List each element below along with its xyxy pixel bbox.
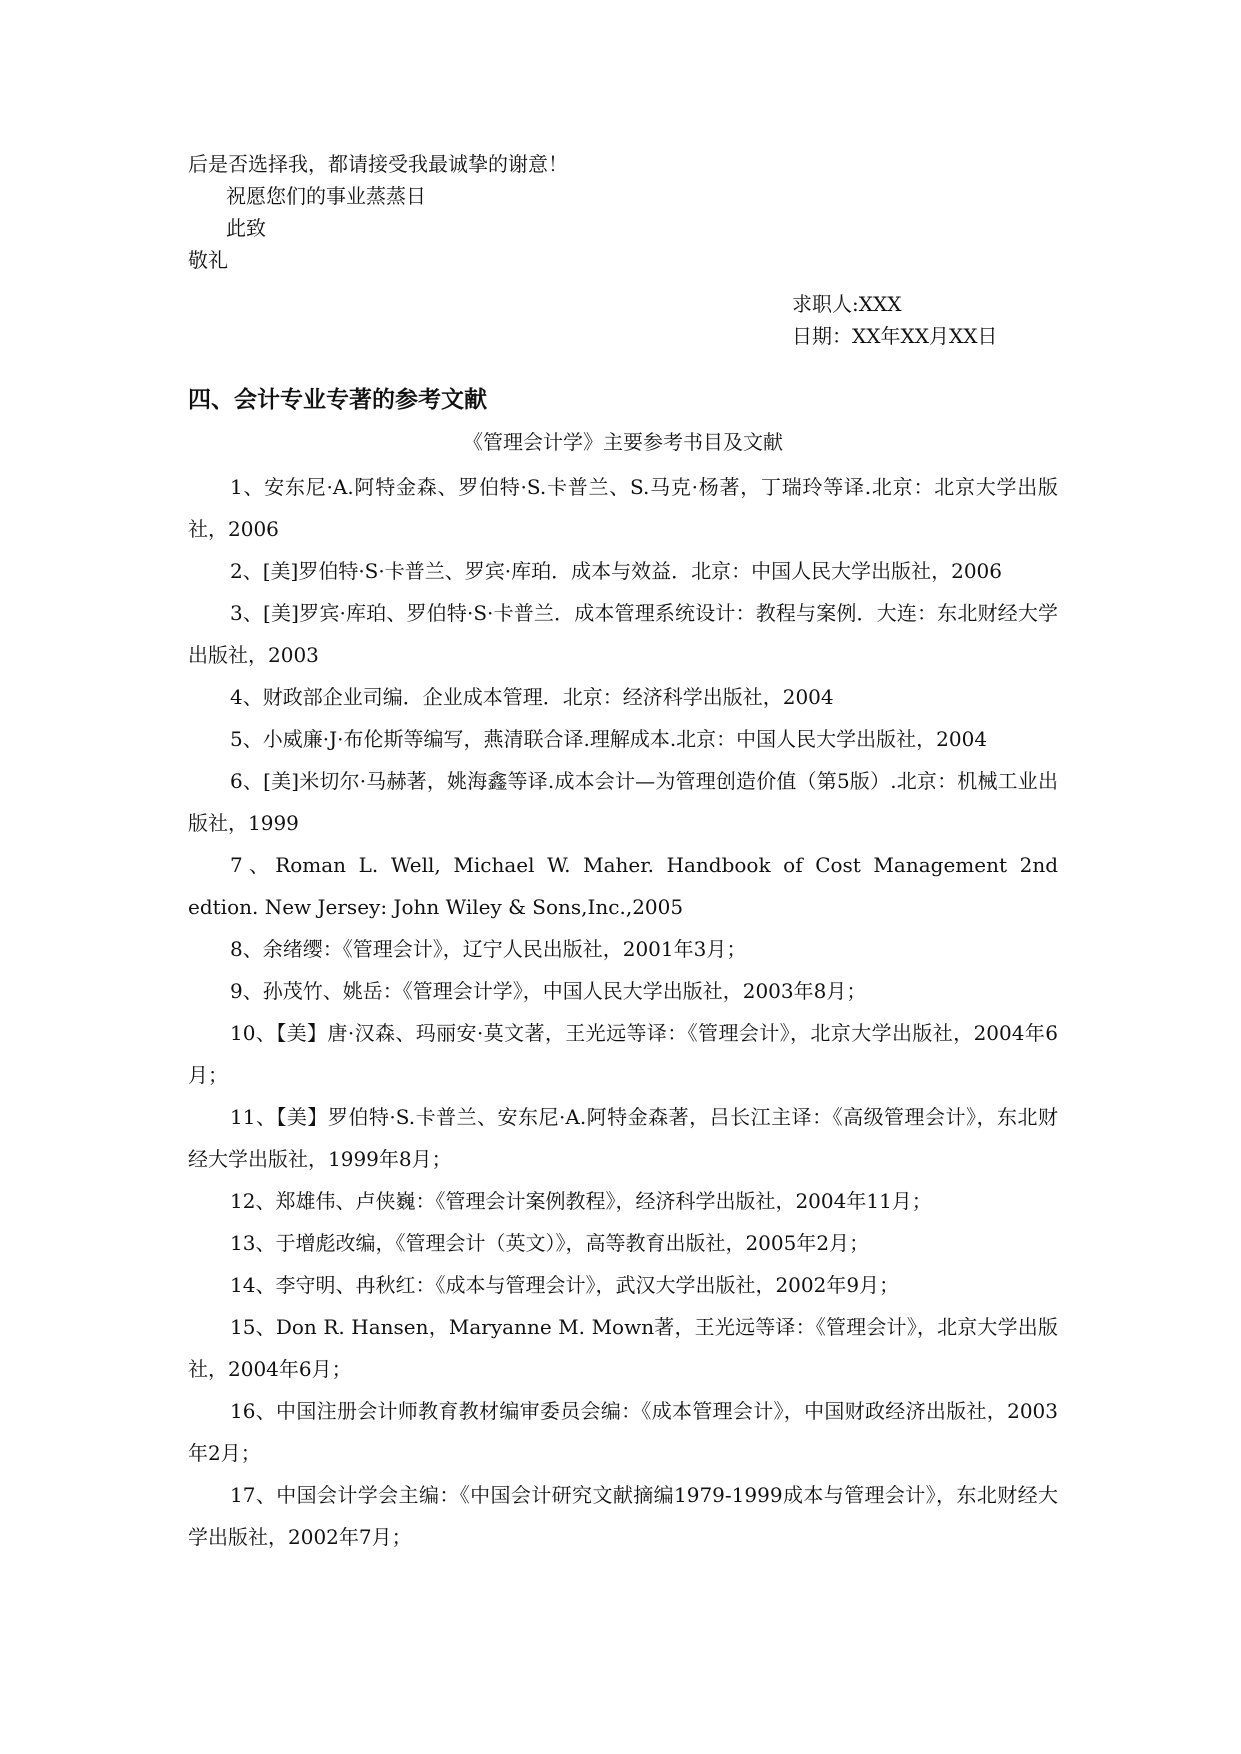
- reference-item: 6、[美]米切尔·马赫著，姚海鑫等译.成本会计—为管理创造价值（第5版）.北京：机械工业出版社，1999: [188, 769, 1058, 835]
- reference-item: 4、财政部企业司编．企业成本管理．北京：经济科学出版社，2004: [230, 685, 834, 709]
- reference-item: 13、于增彪改编，《管理会计（英文）》，高等教育出版社，2005年2月；: [230, 1231, 870, 1255]
- reference-item: 8、余绪缨：《管理会计》，辽宁人民出版社，2001年3月；: [230, 937, 747, 961]
- reference-item: 5、小威廉·J·布伦斯等编写，燕清联合译.理解成本.北京：中国人民大学出版社，2004: [230, 727, 988, 751]
- reference-item: 12、郑雄伟、卢侠巍：《管理会计案例教程》，经济科学出版社，2004年11月；: [230, 1189, 932, 1213]
- applicant-signature: 求职人:XXX: [792, 292, 902, 316]
- reference-list: [188, 466, 1058, 1558]
- closing-line: 后是否选择我，都请接受我最诚挚的谢意！: [188, 152, 568, 176]
- reference-item: 14、李守明、冉秋红：《成本与管理会计》，武汉大学出版社，2002年9月；: [230, 1273, 900, 1297]
- closing-wish: 祝愿您们的事业蒸蒸日: [226, 184, 426, 208]
- closing-regards: 敬礼: [188, 248, 228, 272]
- reference-item: 10、【美】唐·汉森、玛丽安·莫文著，王光远等译：《管理会计》，北京大学出版社，2004年6月；: [188, 1021, 1058, 1087]
- reference-item: 15、Don R. Hansen，Maryanne M. Mown著，王光远等译：《管理会计》，北京大学出版社，2004年6月；: [188, 1315, 1058, 1381]
- reference-item: 11、【美】罗伯特·S.卡普兰、安东尼·A.阿特金森著，吕长江主译：《高级管理会计》，东北财经大学出版社，1999年8月；: [188, 1105, 1058, 1171]
- references-subtitle: 《管理会计学》主要参考书目及文献: [463, 430, 783, 454]
- section-title: 四、会计专业专著的参考文献: [188, 387, 487, 413]
- reference-item: 16、中国注册会计师教育教材编审委员会编：《成本管理会计》，中国财政经济出版社，2003年2月；: [188, 1399, 1058, 1465]
- reference-item: 1、安东尼·A.阿特金森、罗伯特·S.卡普兰、S.马克·杨著，丁瑞玲等译.北京：北京大学出版社，2006: [188, 475, 1058, 541]
- reference-item: 3、[美]罗宾·库珀、罗伯特·S·卡普兰．成本管理系统设计：教程与案例．大连：东北财经大学出版社，2003: [188, 601, 1058, 667]
- letter-closing: [188, 148, 1058, 276]
- reference-item: 9、孙茂竹、姚岳：《管理会计学》，中国人民大学出版社，2003年8月；: [230, 979, 867, 1003]
- signature-date: 日期：XX年XX月XX日: [792, 324, 998, 348]
- reference-item: 2、[美]罗伯特·S·卡普兰、罗宾·库珀．成本与效益．北京：中国人民大学出版社，2006: [230, 559, 1003, 583]
- closing-salutation: 此致: [226, 216, 266, 240]
- reference-item: 17、中国会计学会主编：《中国会计研究文献摘编1979-1999成本与管理会计》，东北财经大学出版社，2002年7月；: [188, 1483, 1058, 1549]
- reference-item: 7、Roman L. Well, Michael W. Maher. Handbook of Cost Management 2nd edtion. New Jersey: John Wiley & Sons,Inc.,2005: [188, 853, 1058, 919]
